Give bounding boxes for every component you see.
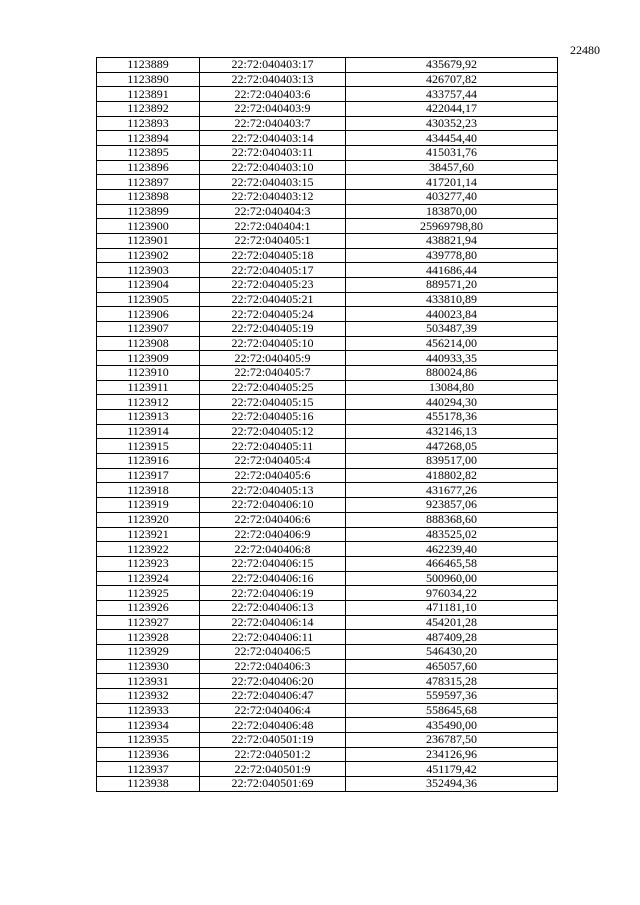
value-cell: 888368,60	[346, 512, 558, 527]
table-row	[97, 424, 558, 439]
cadastral-number-cell: 22:72:040406:6	[200, 512, 346, 527]
value-cell: 447268,05	[346, 439, 558, 454]
table-row	[97, 410, 558, 425]
table-row	[97, 175, 558, 190]
value-cell: 880024,86	[346, 366, 558, 381]
table-row	[97, 718, 558, 733]
record-number-cell: 1123926	[97, 600, 200, 615]
value-cell: 234126,96	[346, 747, 558, 762]
cadastral-number-cell: 22:72:040406:19	[200, 586, 346, 601]
value-cell: 417201,14	[346, 175, 558, 190]
record-number-cell: 1123927	[97, 615, 200, 630]
value-cell: 434454,40	[346, 131, 558, 146]
table-row	[97, 439, 558, 454]
record-number-cell: 1123892	[97, 102, 200, 117]
table-row	[97, 248, 558, 263]
cadastral-number-cell: 22:72:040405:1	[200, 234, 346, 249]
record-number-cell: 1123919	[97, 498, 200, 513]
record-number-cell: 1123907	[97, 322, 200, 337]
cadastral-number-cell: 22:72:040405:21	[200, 292, 346, 307]
value-cell: 465057,60	[346, 659, 558, 674]
value-cell: 183870,00	[346, 204, 558, 219]
table-row	[97, 102, 558, 117]
record-number-cell: 1123923	[97, 556, 200, 571]
record-number-cell: 1123928	[97, 630, 200, 645]
record-number-cell: 1123903	[97, 263, 200, 278]
cadastral-number-cell: 22:72:040403:10	[200, 160, 346, 175]
value-cell: 500960,00	[346, 571, 558, 586]
record-number-cell: 1123894	[97, 131, 200, 146]
cadastral-number-cell: 22:72:040405:18	[200, 248, 346, 263]
cadastral-number-cell: 22:72:040406:4	[200, 703, 346, 718]
value-cell: 923857,06	[346, 498, 558, 513]
table-row	[97, 586, 558, 601]
record-number-cell: 1123929	[97, 644, 200, 659]
record-number-cell: 1123918	[97, 483, 200, 498]
cadastral-number-cell: 22:72:040404:3	[200, 204, 346, 219]
table-row	[97, 571, 558, 586]
cadastral-number-cell: 22:72:040406:20	[200, 674, 346, 689]
value-cell: 13084,80	[346, 380, 558, 395]
table-row	[97, 116, 558, 131]
cadastral-number-cell: 22:72:040406:15	[200, 556, 346, 571]
table-row	[97, 72, 558, 87]
cadastral-number-cell: 22:72:040501:2	[200, 747, 346, 762]
record-number-cell: 1123937	[97, 762, 200, 777]
value-cell: 559597,36	[346, 688, 558, 703]
value-cell: 558645,68	[346, 703, 558, 718]
value-cell: 441686,44	[346, 263, 558, 278]
value-cell: 455178,36	[346, 410, 558, 425]
cadastral-number-cell: 22:72:040406:16	[200, 571, 346, 586]
cadastral-number-cell: 22:72:040405:19	[200, 322, 346, 337]
record-number-cell: 1123900	[97, 219, 200, 234]
table-row	[97, 498, 558, 513]
table-row	[97, 234, 558, 249]
table-row	[97, 659, 558, 674]
cadastral-number-cell: 22:72:040406:3	[200, 659, 346, 674]
value-cell: 546430,20	[346, 644, 558, 659]
value-cell: 352494,36	[346, 776, 558, 791]
record-number-cell: 1123933	[97, 703, 200, 718]
cadastral-number-cell: 22:72:040405:15	[200, 395, 346, 410]
table-row	[97, 146, 558, 161]
table-row	[97, 674, 558, 689]
table-row	[97, 204, 558, 219]
cadastral-number-cell: 22:72:040405:17	[200, 263, 346, 278]
record-number-cell: 1123932	[97, 688, 200, 703]
record-number-cell: 1123915	[97, 439, 200, 454]
record-number-cell: 1123910	[97, 366, 200, 381]
cadastral-number-cell: 22:72:040405:4	[200, 454, 346, 469]
cadastral-number-cell: 22:72:040406:48	[200, 718, 346, 733]
record-number-cell: 1123893	[97, 116, 200, 131]
record-number-cell: 1123891	[97, 87, 200, 102]
record-number-cell: 1123935	[97, 732, 200, 747]
cadastral-number-cell: 22:72:040501:19	[200, 732, 346, 747]
value-cell: 454201,28	[346, 615, 558, 630]
record-number-cell: 1123917	[97, 468, 200, 483]
table-row	[97, 776, 558, 791]
record-number-cell: 1123914	[97, 424, 200, 439]
cadastral-number-cell: 22:72:040406:10	[200, 498, 346, 513]
record-number-cell: 1123899	[97, 204, 200, 219]
cadastral-number-cell: 22:72:040404:1	[200, 219, 346, 234]
value-cell: 426707,82	[346, 72, 558, 87]
record-number-cell: 1123902	[97, 248, 200, 263]
cadastral-number-cell: 22:72:040405:12	[200, 424, 346, 439]
cadastral-number-cell: 22:72:040406:5	[200, 644, 346, 659]
record-number-cell: 1123909	[97, 351, 200, 366]
cadastral-number-cell: 22:72:040405:9	[200, 351, 346, 366]
table-row	[97, 703, 558, 718]
table-row	[97, 630, 558, 645]
record-number-cell: 1123898	[97, 190, 200, 205]
table-row	[97, 512, 558, 527]
table-row	[97, 454, 558, 469]
cadastral-number-cell: 22:72:040403:9	[200, 102, 346, 117]
value-cell: 25969798,80	[346, 219, 558, 234]
table-row	[97, 732, 558, 747]
table-row	[97, 336, 558, 351]
value-cell: 451179,42	[346, 762, 558, 777]
table-body	[97, 58, 558, 792]
table-row	[97, 615, 558, 630]
table-row	[97, 483, 558, 498]
value-cell: 433810,89	[346, 292, 558, 307]
record-number-cell: 1123921	[97, 527, 200, 542]
value-cell: 471181,10	[346, 600, 558, 615]
record-number-cell: 1123913	[97, 410, 200, 425]
table-row	[97, 395, 558, 410]
table-row	[97, 600, 558, 615]
cadastral-number-cell: 22:72:040406:9	[200, 527, 346, 542]
cadastral-number-cell: 22:72:040403:6	[200, 87, 346, 102]
value-cell: 487409,28	[346, 630, 558, 645]
table-row	[97, 131, 558, 146]
cadastral-number-cell: 22:72:040405:7	[200, 366, 346, 381]
value-cell: 466465,58	[346, 556, 558, 571]
value-cell: 431677,26	[346, 483, 558, 498]
table-row	[97, 307, 558, 322]
value-cell: 889571,20	[346, 278, 558, 293]
value-cell: 839517,00	[346, 454, 558, 469]
cadastral-number-cell: 22:72:040501:9	[200, 762, 346, 777]
table-row	[97, 160, 558, 175]
record-number-cell: 1123936	[97, 747, 200, 762]
cadastral-number-cell: 22:72:040405:25	[200, 380, 346, 395]
cadastral-number-cell: 22:72:040406:11	[200, 630, 346, 645]
table-row	[97, 527, 558, 542]
table-row	[97, 542, 558, 557]
record-number-cell: 1123901	[97, 234, 200, 249]
value-cell: 433757,44	[346, 87, 558, 102]
record-number-cell: 1123934	[97, 718, 200, 733]
cadastral-number-cell: 22:72:040406:47	[200, 688, 346, 703]
record-number-cell: 1123904	[97, 278, 200, 293]
cadastral-number-cell: 22:72:040405:11	[200, 439, 346, 454]
cadastral-number-cell: 22:72:040403:7	[200, 116, 346, 131]
cadastral-number-cell: 22:72:040403:12	[200, 190, 346, 205]
record-number-cell: 1123911	[97, 380, 200, 395]
table-row	[97, 263, 558, 278]
table-row	[97, 556, 558, 571]
record-number-cell: 1123890	[97, 72, 200, 87]
cadastral-number-cell: 22:72:040405:13	[200, 483, 346, 498]
record-number-cell: 1123924	[97, 571, 200, 586]
page-number: 22480	[570, 43, 600, 57]
value-cell: 440933,35	[346, 351, 558, 366]
table-row	[97, 190, 558, 205]
value-cell: 478315,28	[346, 674, 558, 689]
record-number-cell: 1123897	[97, 175, 200, 190]
data-table	[96, 57, 558, 792]
cadastral-number-cell: 22:72:040405:16	[200, 410, 346, 425]
cadastral-number-cell: 22:72:040403:15	[200, 175, 346, 190]
value-cell: 439778,80	[346, 248, 558, 263]
cadastral-number-cell: 22:72:040406:8	[200, 542, 346, 557]
record-number-cell: 1123889	[97, 58, 200, 73]
record-number-cell: 1123931	[97, 674, 200, 689]
record-number-cell: 1123916	[97, 454, 200, 469]
value-cell: 435490,00	[346, 718, 558, 733]
value-cell: 440294,30	[346, 395, 558, 410]
value-cell: 438821,94	[346, 234, 558, 249]
cadastral-number-cell: 22:72:040403:17	[200, 58, 346, 73]
record-number-cell: 1123912	[97, 395, 200, 410]
value-cell: 415031,76	[346, 146, 558, 161]
record-number-cell: 1123920	[97, 512, 200, 527]
value-cell: 435679,92	[346, 58, 558, 73]
record-number-cell: 1123895	[97, 146, 200, 161]
value-cell: 440023,84	[346, 307, 558, 322]
table-row	[97, 366, 558, 381]
record-number-cell: 1123896	[97, 160, 200, 175]
cadastral-number-cell: 22:72:040403:14	[200, 131, 346, 146]
value-cell: 432146,13	[346, 424, 558, 439]
table-row	[97, 278, 558, 293]
value-cell: 483525,02	[346, 527, 558, 542]
table-row	[97, 292, 558, 307]
table-row	[97, 380, 558, 395]
cadastral-number-cell: 22:72:040406:13	[200, 600, 346, 615]
cadastral-number-cell: 22:72:040405:23	[200, 278, 346, 293]
value-cell: 503487,39	[346, 322, 558, 337]
record-number-cell: 1123930	[97, 659, 200, 674]
table-row	[97, 322, 558, 337]
cadastral-number-cell: 22:72:040403:11	[200, 146, 346, 161]
table-row	[97, 468, 558, 483]
value-cell: 38457,60	[346, 160, 558, 175]
value-cell: 422044,17	[346, 102, 558, 117]
table-row	[97, 688, 558, 703]
record-number-cell: 1123906	[97, 307, 200, 322]
table-row	[97, 219, 558, 234]
record-number-cell: 1123938	[97, 776, 200, 791]
table-row	[97, 644, 558, 659]
table-row	[97, 58, 558, 73]
value-cell: 430352,23	[346, 116, 558, 131]
record-number-cell: 1123905	[97, 292, 200, 307]
cadastral-number-cell: 22:72:040405:6	[200, 468, 346, 483]
value-cell: 976034,22	[346, 586, 558, 601]
table-row	[97, 351, 558, 366]
cadastral-number-cell: 22:72:040405:24	[200, 307, 346, 322]
value-cell: 403277,40	[346, 190, 558, 205]
value-cell: 456214,00	[346, 336, 558, 351]
cadastral-number-cell: 22:72:040406:14	[200, 615, 346, 630]
record-number-cell: 1123925	[97, 586, 200, 601]
cadastral-number-cell: 22:72:040501:69	[200, 776, 346, 791]
cadastral-number-cell: 22:72:040405:10	[200, 336, 346, 351]
table-row	[97, 87, 558, 102]
record-number-cell: 1123922	[97, 542, 200, 557]
record-number-cell: 1123908	[97, 336, 200, 351]
table-row	[97, 762, 558, 777]
value-cell: 462239,40	[346, 542, 558, 557]
value-cell: 236787,50	[346, 732, 558, 747]
value-cell: 418802,82	[346, 468, 558, 483]
cadastral-number-cell: 22:72:040403:13	[200, 72, 346, 87]
table-row	[97, 747, 558, 762]
